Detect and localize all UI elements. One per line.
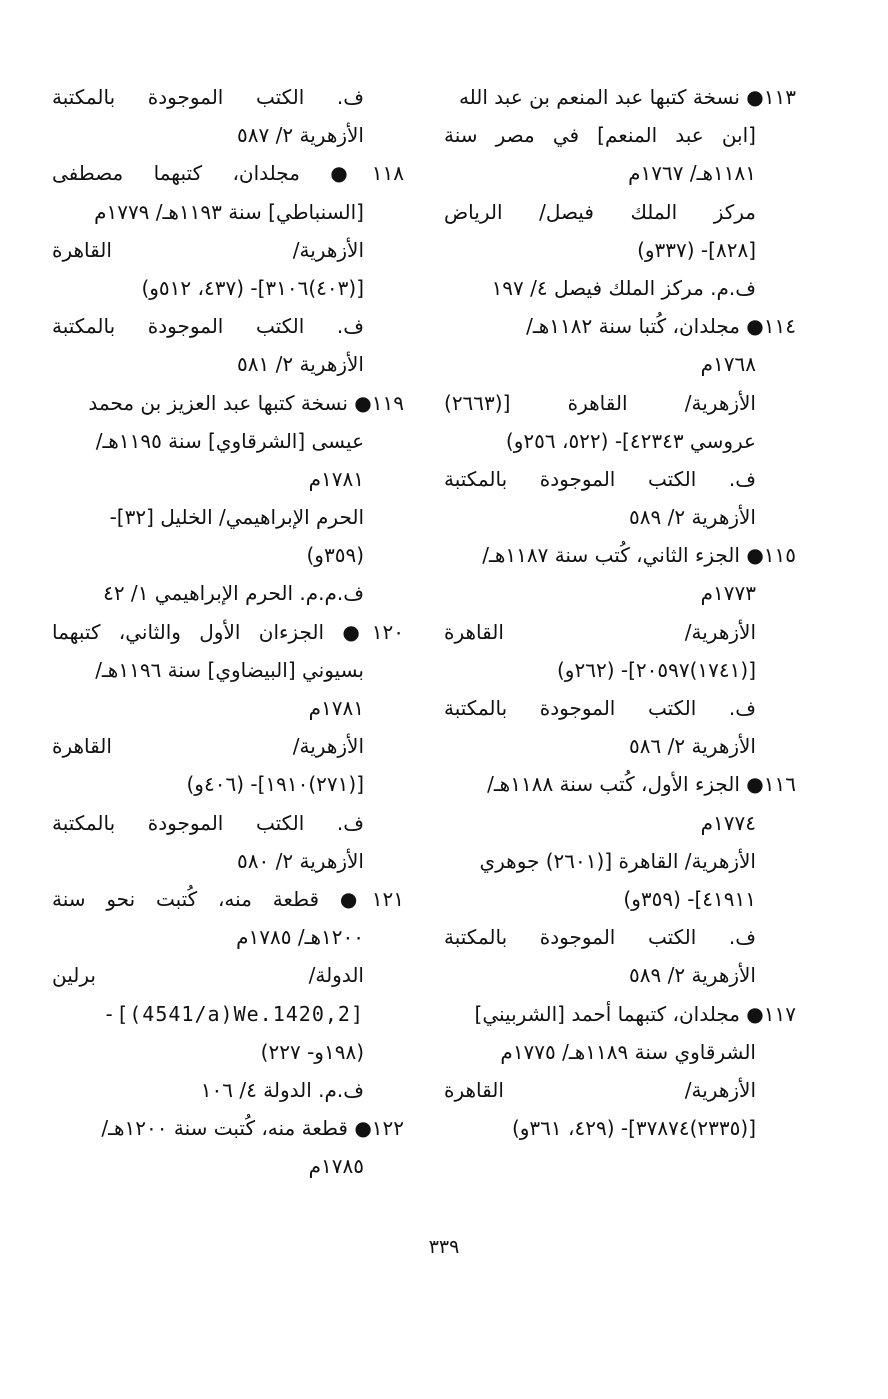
- entry-116-catalog-ref: الأزهرية ٢/ ٥٨٩: [629, 963, 756, 988]
- entry-115-shelfmark: [(١٧٤١)٢٠٥٩٧]- (٢٦٢و): [557, 657, 756, 682]
- entry-114-catalog-ref: ف. الكتب الموجودة بالمكتبة: [444, 466, 756, 491]
- entry-113-catalog-ref: ف.م. مركز الملك فيصل ٤/ ١٩٧: [491, 275, 756, 300]
- entry-121-heading: ١٢١● قطعة منه، كُتبت نحو سنة: [52, 886, 404, 911]
- entry-114-heading: ١١٤● مجلدان، كُتبا سنة ١١٨٢هـ/: [526, 314, 796, 339]
- entry-122-line: ١٧٨٥م: [308, 1154, 364, 1179]
- entry-121-library: الدولة/ برلين: [52, 963, 364, 988]
- entry-118-library: الأزهرية/ القاهرة: [52, 237, 364, 262]
- entry-118-catalog-ref: الأزهرية ٢/ ٥٨١: [237, 352, 364, 377]
- page-number: ٣٣٩: [428, 1236, 460, 1258]
- entry-113-shelfmark: [٨٢٨]- (٣٣٧و): [637, 237, 756, 262]
- entry-118-heading: ١١٨● مجلدان، كتبهما مصطفى: [52, 161, 404, 186]
- entry-121-catalog-ref: ف.م. الدولة ٤/ ١٠٦: [200, 1077, 364, 1102]
- entry-113-heading: ١١٣● نسخة كتبها عبد المنعم بن عبد الله: [458, 85, 796, 109]
- entry-120-catalog-ref: ف. الكتب الموجودة بالمكتبة: [52, 810, 364, 835]
- entry-115-heading: ١١٥● الجزء الثاني، كُتب سنة ١١٨٧هـ/: [482, 543, 796, 568]
- entry-118-line: [السنباطي] سنة ١١٩٣هـ/ ١٧٧٩م: [94, 199, 364, 224]
- entry-120-shelfmark: [(٢٧١)١٩١٠]- (٤٠٦و): [186, 772, 364, 797]
- entry-117-line: الشرقاوي سنة ١١٨٩هـ/ ١٧٧٥م: [500, 1039, 756, 1064]
- entry-113-line: ١١٨١هـ/ ١٧٦٧م: [628, 161, 756, 186]
- entry-121-shelfmark: -[(4541/a)We.1420,2]: [103, 1001, 364, 1026]
- entry-120-line: بسيوني [البيضاوي] سنة ١١٩٦هـ/: [95, 657, 364, 682]
- entry-115-catalog-ref: ف. الكتب الموجودة بالمكتبة: [444, 696, 756, 720]
- entry-118-shelfmark: [(٤٠٣)٣١٠٦]- (٤٣٧، ٥١٢و): [141, 275, 364, 300]
- entry-121-folios: (١٩٨و- ٢٢٧): [260, 1039, 364, 1064]
- entry-117-shelfmark: [(٢٣٣٥)٣٧٨٧٤]- (٤٢٩، ٣٦١و): [511, 1116, 756, 1141]
- entry-114-line: ١٧٦٨م: [700, 352, 756, 377]
- entry-114-shelfmark: عروسي ٤٢٣٤٣]- (٥٢٢، ٢٥٦و): [505, 428, 756, 453]
- entry-115-catalog-ref: الأزهرية ٢/ ٥٨٦: [629, 734, 756, 759]
- entry-119-heading: ١١٩● نسخة كتبها عبد العزيز بن محمد: [88, 390, 404, 415]
- entry-120-library: الأزهرية/ القاهرة: [52, 734, 364, 759]
- entry-116-line: ١٧٧٤م: [700, 810, 756, 835]
- entry-117-library: الأزهرية/ القاهرة: [444, 1077, 756, 1102]
- entry-121-line: ١٢٠٠هـ/ ١٧٨٥م: [236, 925, 364, 950]
- entry-113-line: [ابن عبد المنعم] في مصر سنة: [444, 123, 756, 148]
- entry-114-catalog-ref: الأزهرية ٢/ ٥٨٩: [629, 505, 756, 530]
- entry-119-line: ١٧٨١م: [308, 466, 364, 491]
- entry-116-shelfmark: ٤١٩١١]- (٣٥٩و): [623, 886, 756, 911]
- entry-117-catalog-ref: ف. الكتب الموجودة بالمكتبة: [52, 85, 364, 109]
- entry-119-shelfmark: (٣٥٩و): [306, 543, 364, 568]
- entry-117-heading: ١١٧● مجلدان، كتبهما أحمد [الشربيني]: [474, 1001, 796, 1026]
- right-column: [444, 78, 796, 1147]
- entry-119-catalog-ref: ف.م.م. الحرم الإبراهيمي ١/ ٤٢: [103, 581, 364, 606]
- entry-119-line: عيسى [الشرقاوي] سنة ١١٩٥هـ/: [95, 428, 364, 453]
- entry-116-heading: ١١٦● الجزء الأول، كُتب سنة ١١٨٨هـ/: [487, 772, 796, 797]
- entry-118-catalog-ref: ف. الكتب الموجودة بالمكتبة: [52, 314, 364, 339]
- entry-120-line: ١٧٨١م: [308, 696, 364, 720]
- entry-119-library: الحرم الإبراهيمي/ الخليل [٣٢]-: [109, 505, 364, 530]
- entry-116-catalog-ref: ف. الكتب الموجودة بالمكتبة: [444, 925, 756, 950]
- entry-115-library: الأزهرية/ القاهرة: [444, 619, 756, 644]
- entry-116-library: الأزهرية/ القاهرة [(٢٦٠١) جوهري: [479, 848, 756, 873]
- entry-120-catalog-ref: الأزهرية ٢/ ٥٨٠: [237, 848, 364, 873]
- left-column: [52, 78, 404, 1185]
- entry-117-catalog-ref: الأزهرية ٢/ ٥٨٧: [237, 123, 364, 148]
- entry-122-heading: ١٢٢● قطعة منه، كُتبت سنة ١٢٠٠هـ/: [101, 1116, 404, 1141]
- entry-113-library: مركز الملك فيصل/ الرياض: [444, 199, 756, 224]
- entry-115-line: ١٧٧٣م: [700, 581, 756, 606]
- entry-114-library: الأزهرية/ القاهرة [(٢٦٦٣): [444, 390, 756, 415]
- entry-120-heading: ١٢٠● الجزءان الأول والثاني، كتبهما: [52, 619, 404, 644]
